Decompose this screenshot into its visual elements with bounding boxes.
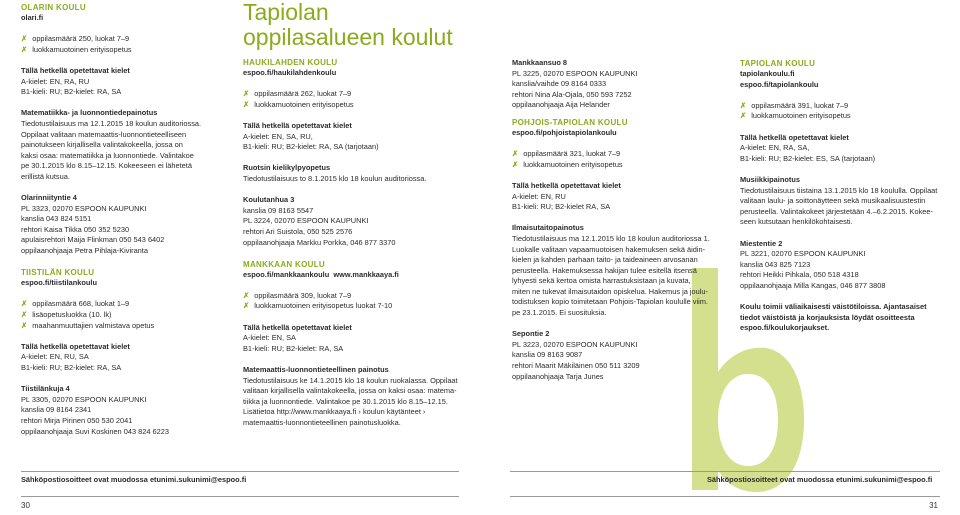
bullet-item: ✗ oppilasmäärä 321, luokat 7–9: [512, 149, 722, 160]
address-line: oppilaanohjaaja Tarja Junes: [512, 371, 604, 381]
address-line: apulaisrehtori Maija Flinkman 050 543 6402: [21, 235, 165, 245]
address-line: PL 3223, 02070 ESPOON KAUPUNKI: [512, 339, 638, 349]
languages-heading: Tällä hetkellä opetettavat kielet: [21, 65, 130, 75]
school-title-mankkaa: MANKKAAN KOULU: [243, 259, 325, 269]
bullet-item: ✗ luokkamuotoinen erityisopetus: [512, 160, 722, 171]
languages-line: B1-kieli: RU; B2-kielet: RA, SA: [21, 87, 122, 97]
emphasis-heading: Matemaattis-luonnontieteellinen painotus: [243, 365, 389, 375]
footer-email-note-right: Sähköpostiosoitteet ovat muodossa etunimi.sukunimi@espoo.fi: [707, 475, 933, 484]
emphasis-text: Oppilaat valitaan matemaattis-luonnontieteelliseen: [21, 129, 187, 139]
address-line: kanslia 09 8163 5547: [243, 205, 314, 215]
emphasis-text: matemaattis-luonnontieteellinen painotusluokka.: [243, 418, 401, 427]
address-line: kanslia 043 824 5151: [21, 214, 92, 224]
bullet-item: ✗ maahanmuuttajien valmistava opetus: [21, 321, 231, 332]
school-link-pohjoistapiola[interactable]: espoo.fi/pohjoistapiolankoulu: [512, 127, 617, 137]
school-link-tiistila[interactable]: espoo.fi/tiistilankoulu: [21, 278, 97, 288]
school-link-haukilahti[interactable]: espoo.fi/haukilahdenkoulu: [243, 68, 337, 77]
address-line: rehtori Kaisa Tikka 050 352 5230: [21, 224, 130, 234]
emphasis-text: kaksi osaa: matematiikka ja luonnontiede. Valintakoe: [21, 150, 194, 160]
address-line: PL 3224, 02070 ESPOON KAUPUNKI: [243, 216, 369, 226]
address-line: PL 3323, 02070 ESPOON KAUPUNKI: [21, 203, 147, 213]
emphasis-text: Tiedotustilaisuus to 8.1.2015 klo 18 koulun auditoriossa.: [243, 173, 427, 183]
emphasis-text: tiikka ja luonnontiede. Valintakoe pe 30.1.2015 klo 8.15–12.15.: [243, 396, 448, 406]
address-line: rehtori Mirja Pirinen 050 530 2041: [21, 415, 133, 425]
emphasis-text: Tiedotustilaisuus ma 12.1.2015 18 koulun auditoriossa.: [21, 118, 202, 128]
notice-text: Koulu toimii väliaikaisesti väistötiloissa. Ajantasaiset: [740, 302, 927, 312]
bullet-item: ✗ oppilasmäärä 668, luokat 1–9: [21, 299, 231, 310]
column-olari-tiistila: [21, 2, 231, 437]
address-line: kanslia 09 8163 9087: [512, 350, 583, 360]
school-link-tapiola[interactable]: tapiolankoulu.fi: [740, 69, 795, 78]
emphasis-text: miten ne tukevat ilmaisutaidon opiskelua. Hakemus ja joulu-: [512, 286, 708, 296]
bullet-item: ✗ luokkamuotoinen erityisopetus: [21, 45, 231, 56]
address-line: rehtori Nina Ala-Ojala, 050 593 7252: [512, 89, 632, 99]
page-title-line: Tapiolan: [243, 0, 329, 25]
emphasis-text: perusteella. Hakemuksessa hakijan tulee esitellä itsensä: [512, 265, 697, 275]
address-line: rehtori Maarit Mäkiläinen 050 511 3209: [512, 361, 640, 371]
languages-line: A-kielet: EN, RU, SA: [21, 352, 89, 362]
languages-heading: Tällä hetkellä opetettavat kielet: [243, 322, 352, 332]
languages-line: B1-kieli: RU; B2-kielet: RA, SA: [21, 363, 122, 372]
emphasis-text: erillistä kutsua.: [21, 171, 70, 181]
emphasis-text: Luokalle valitaan vapaamuotoisen hakemuksen sekä äidin-: [512, 244, 706, 254]
emphasis-text: perusteella. Valintakokeet järjestetään 4.–6.2.2015. Kokee-: [740, 206, 933, 216]
emphasis-text: Lisätietoa http://www.mankkaaya.fi › koulun käytänteet ›: [243, 407, 426, 417]
address-heading: Mankkaansuo 8: [512, 58, 568, 67]
school-link-tapiola-espoo[interactable]: espoo.fi/tapiolankoulu: [740, 79, 819, 89]
address-line: rehtori Ari Suistola, 050 525 2576: [243, 226, 353, 236]
languages-line: A-kielet: EN, SA, RU,: [243, 131, 313, 141]
bullet-item: ✗ oppilasmäärä 250, luokat 7–9: [21, 34, 231, 45]
emphasis-heading: Matematiikka- ja luonnontiedepainotus: [21, 108, 158, 118]
languages-line: B1-kieli: RU; B2-kielet: RA, SA (tarjotaan): [243, 142, 379, 152]
school-title-haukilahti: HAUKILAHDEN KOULU: [243, 58, 338, 67]
emphasis-text: valitaan kirjallisella valintakokeella, jossa on kaksi osaa: matema-: [243, 386, 457, 396]
address-heading: Koulutanhua 3: [243, 195, 295, 205]
emphasis-text: kielen ja kahden parhaan taito- ja taideaineen arvosanan: [512, 255, 698, 265]
school-title-pohjoistapiola: POHJOIS-TAPIOLAN KOULU: [512, 117, 628, 127]
address-line: oppilaanohjaaja Aija Helander: [512, 100, 610, 110]
school-link-mankkaa[interactable]: espoo.fi/mankkaankoulu: [243, 269, 330, 279]
address-line: oppilaanohjaaja Milla Kangas, 046 877 3808: [740, 280, 886, 290]
languages-line: B1-kieli: RU; B2-kielet: RA, SA: [243, 343, 344, 353]
bullet-item: ✗ oppilasmäärä 262, luokat 7–9: [243, 89, 468, 100]
emphasis-heading: Ilmaisutaitopainotus: [512, 223, 584, 233]
address-line: PL 3305, 02070 ESPOON KAUPUNKI: [21, 394, 147, 404]
emphasis-heading: Musiikkipainotus: [740, 174, 800, 184]
address-heading: Olarinniityntie 4: [21, 193, 77, 203]
column-mankkaa-pohjoistapiola: [512, 58, 722, 382]
emphasis-text: pe 23.1.2015. Ei suosituksia.: [512, 308, 607, 318]
footer-email-note-left: Sähköpostiosoitteet ovat muodossa etunimi.sukunimi@espoo.fi: [21, 475, 247, 484]
page-number-right: 31: [929, 501, 938, 510]
address-line: kanslia 09 8164 2341: [21, 405, 92, 415]
school-title-tiistila: TIISTILÄN KOULU: [21, 268, 95, 278]
address-heading: Miestentie 2: [740, 238, 783, 248]
languages-line: A-kielet: EN, RU: [512, 191, 566, 201]
school-title-olari: OLARIN KOULU: [21, 3, 86, 12]
address-line: rehtori Heikki Pihkala, 050 518 4318: [740, 270, 859, 280]
footer-bottom-line-right: [510, 496, 940, 497]
languages-line: A-kielet: EN, RA, RU: [21, 76, 90, 86]
bullet-item: ✗ luokkamuotoinen erityisopetus: [243, 100, 468, 111]
page-number-left: 30: [21, 501, 30, 510]
emphasis-text: Tiedotustilaisuus tiistaina 13.1.2015 klo 18 koululla. Oppilaat: [740, 185, 938, 195]
bullet-item: ✗ lisäopetusluokka (10. lk): [21, 310, 231, 321]
column-haukilahti-mankkaa: [243, 0, 468, 429]
emphasis-heading: Ruotsin kielikylpyopetus: [243, 163, 331, 173]
bullet-item: ✗ luokkamuotoinen erityisopetus: [740, 111, 940, 122]
address-line: PL 3221, 02070 ESPOON KAUPUNKI: [740, 249, 866, 259]
languages-heading: Tällä hetkellä opetettavat kielet: [512, 180, 621, 190]
page-title-line: oppilasalueen koulut: [243, 24, 453, 50]
school-title-tapiola: TAPIOLAN KOULU: [740, 59, 816, 68]
emphasis-text: Tiedotustilaisuus ke 14.1.2015 klo 18 koulun ruokalassa. Oppilaat: [243, 375, 458, 385]
address-line: oppilaanohjaaja Markku Porkka, 046 877 3370: [243, 237, 396, 247]
address-line: kanslia/vaihde 09 8164 0333: [512, 79, 607, 89]
emphasis-text: todistuksen kopio toimitetaan Pohjois-Tapiolan koululle viim.: [512, 297, 708, 307]
languages-heading: Tällä hetkellä opetettavat kielet: [21, 341, 130, 351]
address-line: oppilaanohjaaja Petra Pihlaja-Kiviranta: [21, 246, 148, 256]
address-line: kanslia 043 825 7123: [740, 259, 811, 269]
emphasis-text: Tiedotustilaisuus ma 12.1.2015 klo 18 koulun auditoriossa 1.: [512, 233, 710, 243]
bullet-item: ✗ oppilasmäärä 309, luokat 7–9: [243, 291, 468, 302]
emphasis-text: valitaan laulu- ja soittonäytteen sekä musikaalisuustestin: [740, 196, 926, 206]
emphasis-text: painotukseen kirjallisella valintakokeella, jossa on: [21, 140, 183, 150]
footer-bottom-line-left: [21, 496, 459, 497]
emphasis-text: lyhyesti sekä kertoa omista harrastuksistaan ja kuvata,: [512, 276, 691, 286]
school-link-olari[interactable]: olari.fi: [21, 13, 44, 22]
address-heading: Tiistilänkuja 4: [21, 384, 70, 394]
footer-divider-left: [21, 471, 459, 472]
languages-line: B1-kieli: RU; B2-kielet RA, SA: [512, 202, 611, 212]
school-website-mankkaa[interactable]: www.mankkaaya.fi: [333, 269, 399, 279]
languages-line: A-kielet: EN, RA, SA,: [740, 143, 810, 153]
address-heading: Sepontie 2: [512, 329, 550, 339]
bullet-item: ✗ oppilasmäärä 391, luokat 7–9: [740, 101, 940, 112]
notice-text: espoo.fi/koulukorjaukset.: [740, 323, 830, 333]
address-line: oppilaanohjaaja Suvi Koskinen 043 824 6223: [21, 426, 169, 436]
languages-heading: Tällä hetkellä opetettavat kielet: [243, 120, 352, 130]
emphasis-text: pe 30.1.2015 klo 8.15–12.15. Kokeeseen ei lähetetä: [21, 161, 192, 171]
notice-text: tiedot väistöistä ja korjauksista löydät osoitteesta: [740, 312, 915, 322]
languages-line: B1-kieli: RU; B2-kielet: ES, SA (tarjotaan): [740, 153, 876, 163]
page-title: [243, 0, 468, 50]
footer-divider-right: [510, 471, 940, 472]
address-line: PL 3225, 02070 ESPOON KAUPUNKI: [512, 68, 638, 78]
school-links-mankkaa: [243, 270, 468, 281]
bullet-item: ✗ luokkamuotoinen erityisopetus luokat 7-10: [243, 301, 468, 312]
languages-line: A-kielet: EN, SA: [243, 333, 296, 343]
languages-heading: Tällä hetkellä opetettavat kielet: [740, 132, 849, 142]
column-tapiola: [740, 58, 940, 334]
emphasis-text: seen kutsutaan henkilökohtaisesti.: [740, 217, 853, 227]
